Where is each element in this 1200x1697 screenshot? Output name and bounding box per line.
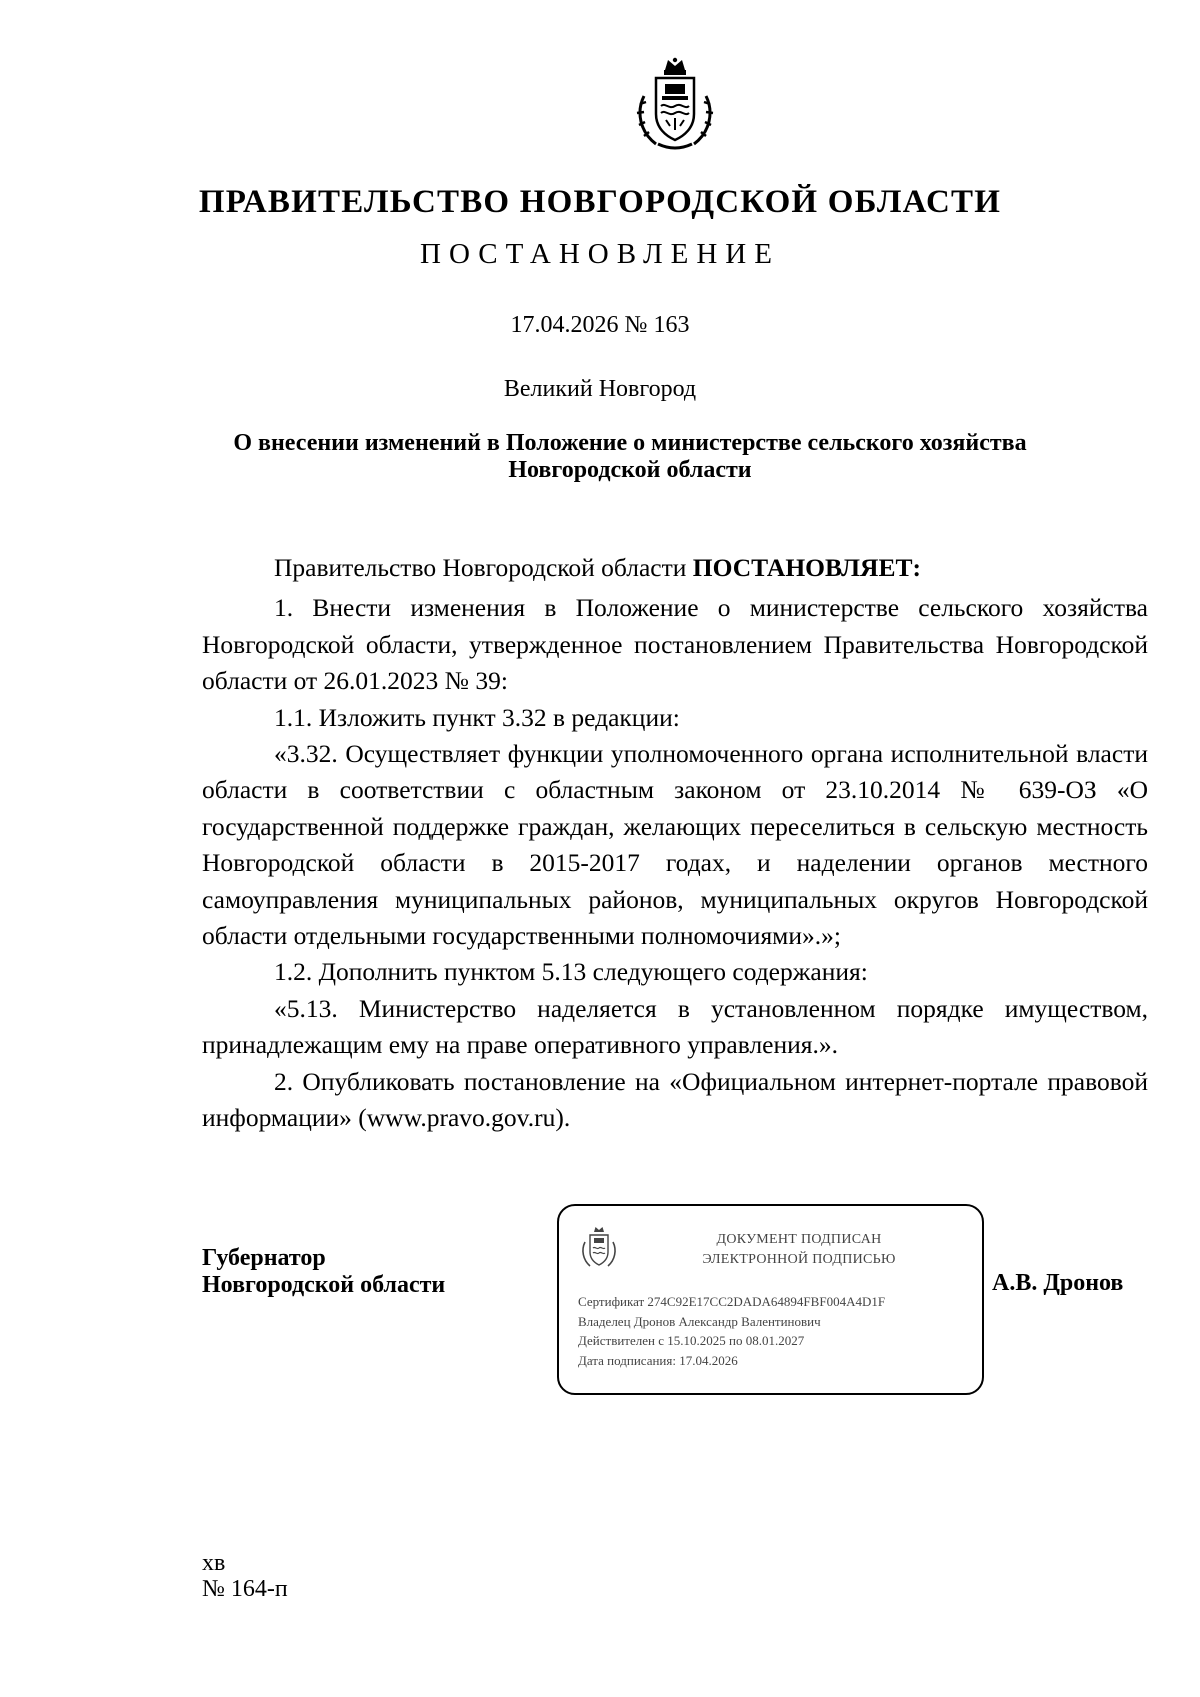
stamp-heading	[629, 1230, 969, 1270]
intro-text: Правительство Новгородской области	[274, 553, 693, 582]
place-of-issue: Великий Новгород	[503, 376, 697, 402]
resolution-intro	[202, 550, 1148, 586]
document-body	[202, 550, 1148, 1137]
date-and-number: 17.04.2026 № 163	[510, 312, 690, 338]
signatory-position	[202, 1245, 445, 1299]
intro-keyword: ПОСТАНОВЛЯЕТ:	[692, 553, 921, 582]
stamp-heading-line-2: ЭЛЕКТРОННОЙ ПОДПИСЬЮ	[702, 1252, 896, 1267]
paragraph-5-13-text: «5.13. Министерство наделяется в установленном порядке имуществом, принадлежащим ему на праве оперативного управления.».	[202, 993, 1148, 1060]
paragraph-1: 1. Внести изменения в Положение о министерстве сельского хозяйства Новгородской области, утвержденное постановлением Правительства Новгородской области от 26.01.2023 № 39:	[202, 593, 1148, 696]
document-type: ПОСТАНОВЛЕНИЕ	[420, 238, 780, 270]
stamp-heading-line-1: ДОКУМЕНТ ПОДПИСАН	[716, 1232, 882, 1247]
paragraph-2: 2. Опубликовать постановление на «Официальном интернет-портале правовой информации» (www.pravo.gov.ru).	[202, 1066, 1148, 1133]
certificate-number: Сертификат 274C92E17CC2DADA64894FBF004A4D1F	[578, 1294, 886, 1309]
certificate-owner: Владелец Дронов Александр Валентинович	[578, 1313, 821, 1329]
certificate-validity: Действителен с 15.10.2025 по 08.01.2027	[578, 1333, 805, 1348]
signing-date: Дата подписания: 17.04.2026	[578, 1352, 738, 1368]
executor-initials: хв	[202, 1550, 226, 1576]
reference-number: № 164-п	[202, 1576, 288, 1602]
paragraph-1-2: 1.2. Дополнить пунктом 5.13 следующего содержания:	[274, 957, 868, 987]
signatory-name: А.В. Дронов	[992, 1270, 1124, 1296]
electronic-signature-stamp	[557, 1204, 984, 1395]
position-line-2: Новгородской области	[202, 1272, 446, 1298]
position-line-1: Губернатор	[202, 1245, 326, 1271]
document-footer	[202, 1550, 288, 1602]
paragraph-1-1: 1.1. Изложить пункт 3.32 в редакции:	[274, 702, 680, 732]
document-subject: О внесении изменений в Положение о министерстве сельского хозяйства Новгородской области	[233, 430, 1027, 483]
coat-of-arms-small-icon	[580, 1226, 618, 1270]
stamp-details	[578, 1292, 885, 1370]
paragraph-3-32-text: «3.32. Осуществляет функции уполномоченного органа исполнительной власти области в соответствии с областным законом от 23.10.2014 № 639-ОЗ «О государственной поддержке граждан, желающих переселиться в сельскую местность Новгородской области в 2015-2017 годах, и наделении органов местного самоуправления муниципальных районов, муниципальных округов Новгородской области отдельными государственными полномочиями».»;	[202, 739, 1148, 951]
coat-of-arms-icon	[632, 56, 718, 152]
org-title: ПРАВИТЕЛЬСТВО НОВГОРОДСКОЙ ОБЛАСТИ	[198, 184, 1002, 220]
